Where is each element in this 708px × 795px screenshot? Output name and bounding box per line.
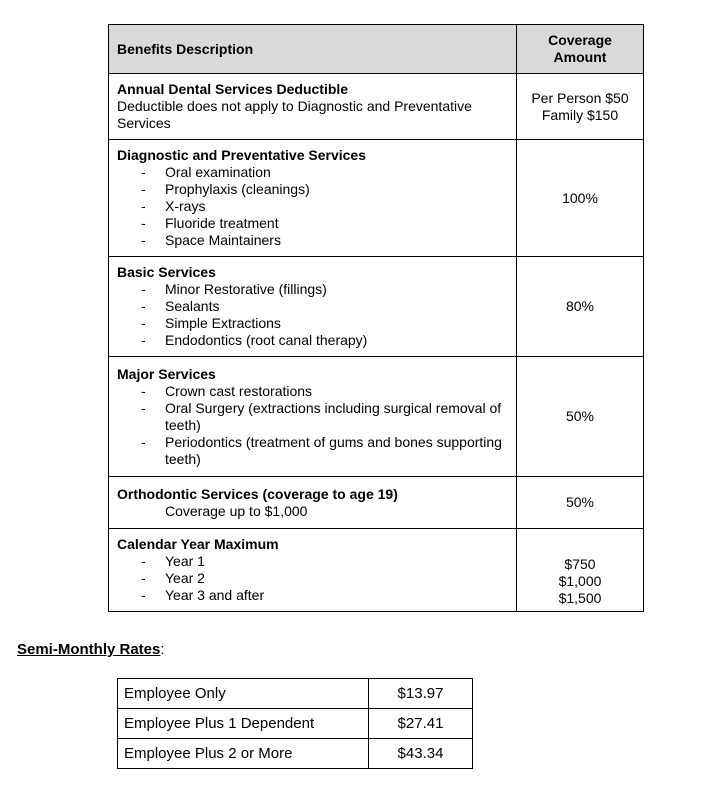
list-item: - X-rays — [117, 198, 508, 215]
list-item: - Minor Restorative (fillings) — [117, 281, 508, 298]
header-benefits-description: Benefits Description — [109, 25, 517, 74]
rates-heading-text: Semi-Monthly Rates — [17, 641, 161, 658]
benefit-description — [109, 357, 517, 477]
benefit-item-list — [117, 383, 508, 468]
list-item: - Prophylaxis (cleanings) — [117, 181, 508, 198]
coverage-amount: 100% — [517, 140, 644, 257]
list-item: - Periodontics (treatment of gums and bones supporting teeth) — [117, 434, 508, 468]
coverage-family: Family $150 — [541, 106, 619, 123]
rate-value: $43.34 — [369, 739, 473, 769]
rates-heading — [17, 641, 165, 659]
benefit-title: Orthodontic Services (coverage to age 19) — [117, 485, 398, 502]
benefit-row-basic — [109, 257, 644, 357]
list-item: - Year 1 — [117, 553, 508, 570]
list-item: - Endodontics (root canal therapy) — [117, 332, 508, 349]
list-item: - Oral examination — [117, 164, 508, 181]
list-item: - Fluoride treatment — [117, 215, 508, 232]
coverage-year-1: $750 — [564, 556, 596, 572]
list-item: - Year 2 — [117, 570, 508, 587]
rate-value: $13.97 — [369, 679, 473, 709]
rates-table — [117, 678, 473, 769]
header-coverage-line1: Coverage — [548, 32, 612, 48]
benefit-description — [109, 257, 517, 357]
coverage-amount: 50% — [517, 357, 644, 477]
header-coverage-amount — [517, 25, 644, 74]
benefit-description — [109, 529, 517, 612]
header-coverage-line2: Amount — [553, 49, 607, 65]
coverage-year-3: $1,500 — [558, 590, 602, 606]
benefit-note: Deductible does not apply to Diagnostic and Preventative Services — [117, 98, 472, 131]
benefit-title: Basic Services — [117, 264, 216, 280]
coverage-year-2: $1,000 — [558, 573, 602, 589]
coverage-amount: 50% — [517, 477, 644, 529]
benefit-row-deductible — [109, 74, 644, 140]
benefit-row-major — [109, 357, 644, 477]
table-row — [118, 679, 473, 709]
list-item: - Space Maintainers — [117, 232, 508, 249]
benefit-item-list — [117, 281, 508, 349]
list-item: - Year 3 and after — [117, 587, 508, 604]
rates-heading-colon: : — [160, 641, 165, 658]
benefit-title: Annual Dental Services Deductible — [117, 81, 349, 97]
list-item: - Oral Surgery (extractions including surgical removal of teeth) — [117, 400, 508, 434]
benefit-row-calendar-max — [109, 529, 644, 612]
benefits-header-row — [109, 25, 644, 74]
rate-value: $27.41 — [369, 709, 473, 739]
benefits-table — [108, 24, 644, 612]
rate-label: Employee Plus 2 or More — [118, 739, 369, 769]
rate-label: Employee Plus 1 Dependent — [118, 709, 369, 739]
rate-label: Employee Only — [118, 679, 369, 709]
coverage-amount: 80% — [517, 257, 644, 357]
benefit-row-orthodontic — [109, 477, 644, 529]
benefit-title: Major Services — [117, 365, 216, 382]
benefit-description — [109, 74, 517, 140]
benefit-note: Coverage up to $1,000 — [165, 502, 308, 519]
benefit-item-list — [117, 553, 508, 604]
list-item: - Crown cast restorations — [117, 383, 508, 400]
list-item: - Sealants — [117, 298, 508, 315]
coverage-per-person: Per Person $50 — [531, 89, 629, 106]
list-item: - Simple Extractions — [117, 315, 508, 332]
benefit-description — [109, 140, 517, 257]
coverage-amount — [517, 529, 644, 612]
benefit-description — [109, 477, 517, 529]
benefit-item-list — [117, 164, 508, 249]
benefit-row-diagnostic — [109, 140, 644, 257]
benefit-title: Diagnostic and Preventative Services — [117, 147, 366, 163]
benefit-title: Calendar Year Maximum — [117, 536, 279, 552]
table-row — [118, 739, 473, 769]
coverage-amount — [517, 74, 644, 140]
table-row — [118, 709, 473, 739]
